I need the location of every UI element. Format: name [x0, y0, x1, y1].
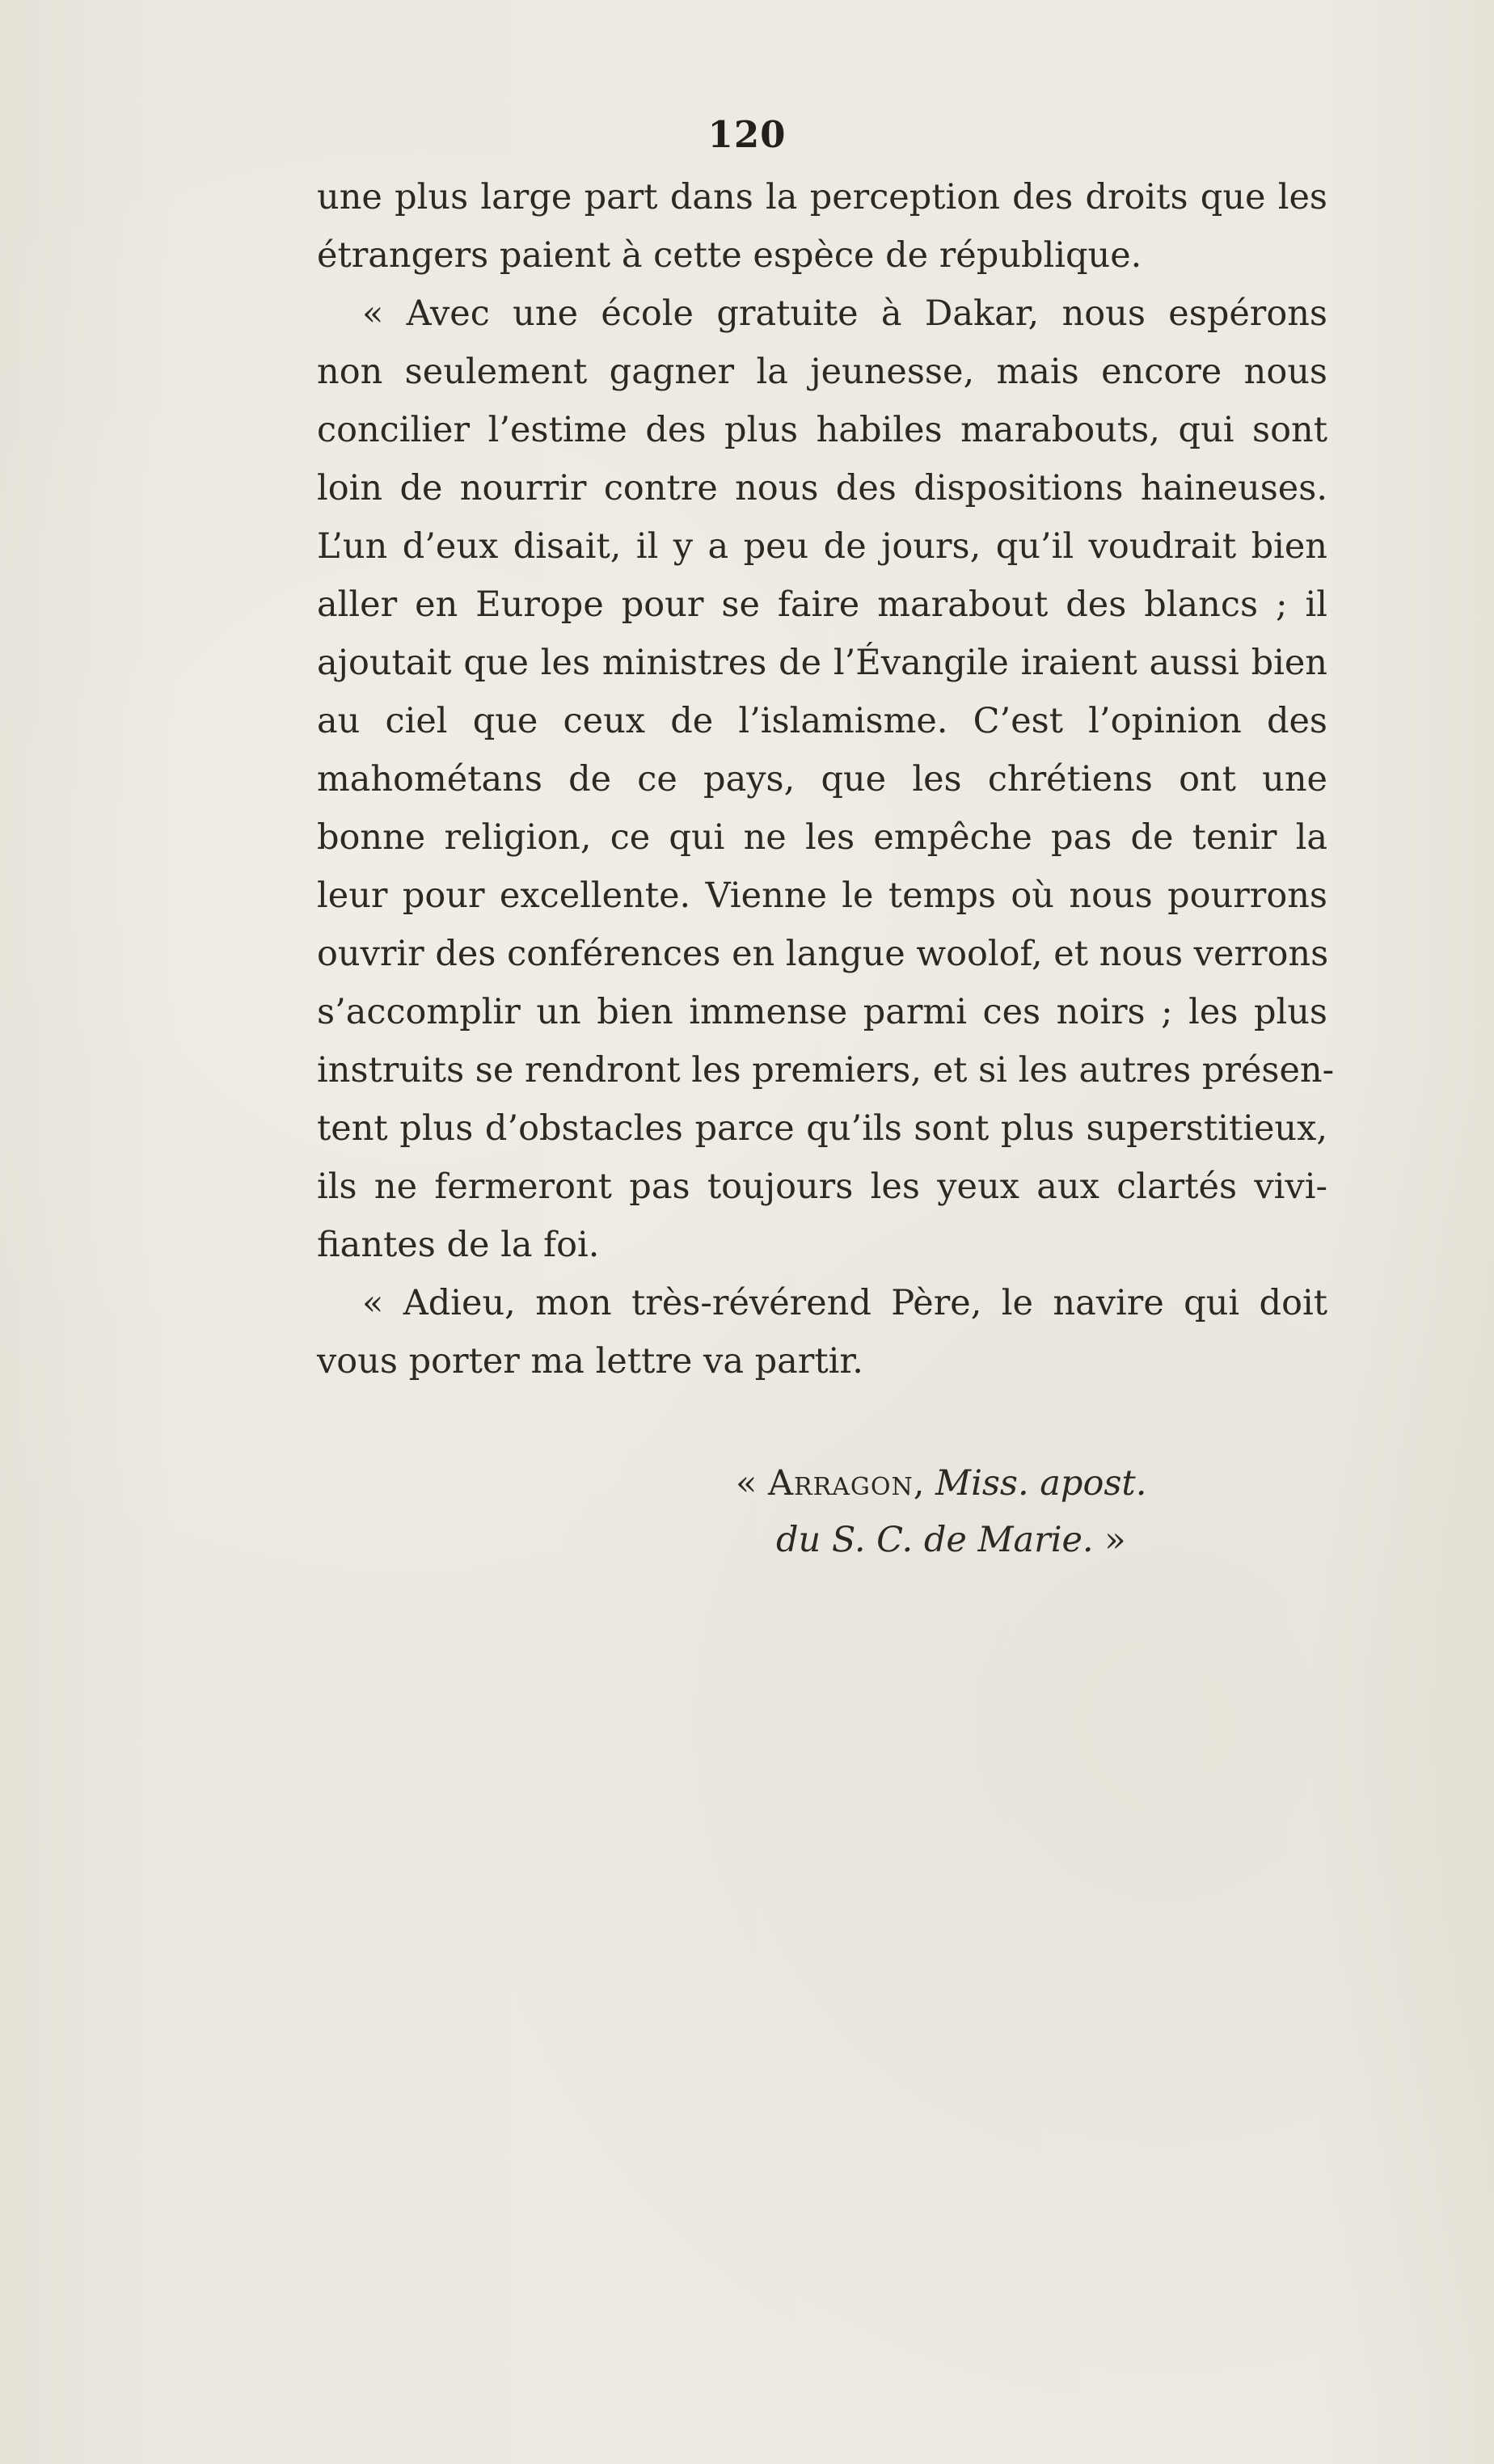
- signature-line-2: [736, 1512, 1261, 1568]
- signature-separator: ,: [913, 1463, 925, 1504]
- text-line: concilier l’estime des plus habiles marabouts, qui sont: [317, 410, 1327, 450]
- signature-open-quote: «: [736, 1463, 758, 1504]
- signature-line-1: [736, 1455, 1261, 1512]
- text-line: fiantes de la foi.: [317, 1225, 600, 1265]
- text-line: « Avec une école gratuite à Dakar, nous espérons: [362, 293, 1327, 334]
- text-line: non seulement gagner la jeunesse, mais encore nous: [317, 352, 1327, 392]
- text-line: « Adieu, mon très-révérend Père, le navire qui doit: [362, 1283, 1327, 1323]
- text-line: étrangers paient à cette espèce de république.: [317, 235, 1142, 276]
- signature-title-line-2: du S. C. de Marie.: [776, 1520, 1094, 1560]
- text-line: leur pour excellente. Vienne le temps où nous pourrons: [317, 875, 1327, 916]
- text-line: ajoutait que les ministres de l’Évangile iraient aussi bien: [317, 643, 1327, 683]
- body-text: [317, 168, 1335, 1390]
- text-line: mahométans de ce pays, que les chrétiens ont une: [317, 759, 1327, 800]
- text-line: L’un d’eux disait, il y a peu de jours, qu’il voudrait bien: [317, 526, 1327, 567]
- text-line: instruits se rendront les premiers, et si les autres présen-: [317, 1050, 1335, 1091]
- text-line: ouvrir des conférences en langue woolof, et nous verrons: [317, 934, 1329, 974]
- text-line: bonne religion, ce qui ne les empêche pas de tenir la: [317, 817, 1327, 858]
- text-line: s’accomplir un bien immense parmi ces noirs ; les plus: [317, 992, 1327, 1032]
- signature-title-line-1: Miss. apost.: [935, 1463, 1147, 1504]
- text-line: ils ne fermeront pas toujours les yeux aux clartés vivi-: [317, 1167, 1327, 1207]
- page-number: 120: [707, 113, 787, 156]
- signature-close-quote: »: [1104, 1520, 1126, 1560]
- text-line: tent plus d’obstacles parce qu’ils sont plus superstitieux,: [317, 1108, 1327, 1149]
- signature-name: Arragon: [767, 1463, 914, 1504]
- signature-block: [736, 1455, 1261, 1568]
- text-line: loin de nourrir contre nous des dispositions haineuses.: [317, 468, 1327, 508]
- text-line: une plus large part dans la perception des droits que les: [317, 177, 1327, 217]
- text-line: aller en Europe pour se faire marabout des blancs ; il: [317, 584, 1327, 625]
- text-line: vous porter ma lettre va partir.: [317, 1341, 863, 1382]
- text-line: au ciel que ceux de l’islamisme. C’est l’opinion des: [317, 701, 1327, 741]
